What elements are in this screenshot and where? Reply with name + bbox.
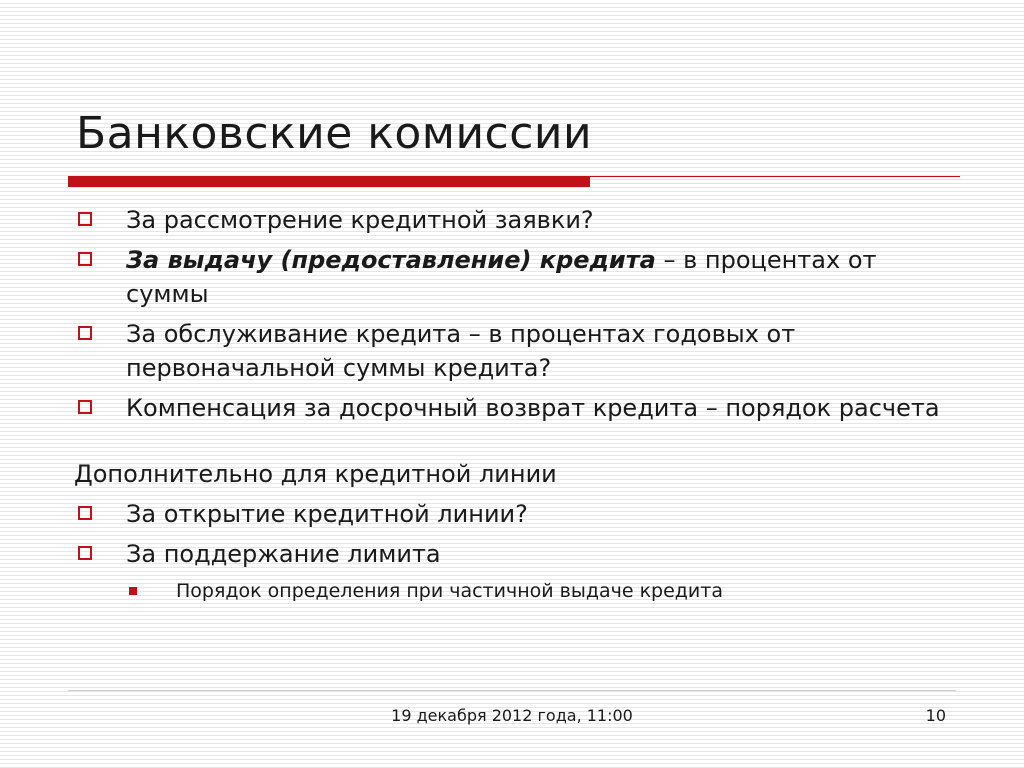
bullet-item	[74, 497, 964, 531]
bullet-text: За открытие кредитной линии?	[126, 500, 528, 528]
bullet-emphasis-text: За выдачу (предоставление) кредита	[126, 246, 656, 274]
section-heading: Дополнительно для кредитной линии	[74, 460, 557, 488]
slide-content	[74, 203, 964, 605]
bullet-item	[74, 243, 964, 311]
footer-date: 19 декабря 2012 года, 11:00	[391, 706, 633, 725]
bullet-item	[74, 537, 964, 571]
footer-divider	[68, 690, 956, 691]
hollow-square-icon	[78, 252, 92, 266]
bullet-item	[74, 203, 964, 237]
bullet-text: За обслуживание кредита – в процентах годовых от первоначальной суммы кредита?	[126, 320, 796, 382]
bullet-item	[74, 317, 964, 385]
title-underline-thin	[590, 176, 960, 177]
filled-square-icon	[129, 587, 137, 595]
hollow-square-icon	[78, 212, 92, 226]
bullet-text: За рассмотрение кредитной заявки?	[126, 206, 594, 234]
sub-bullet-item	[74, 577, 964, 605]
sub-bullet-text: Порядок определения при частичной выдаче кредита	[176, 580, 723, 602]
hollow-square-icon	[78, 546, 92, 560]
slide-title: Банковские комиссии	[76, 108, 593, 159]
hollow-square-icon	[78, 506, 92, 520]
title-underline-thick	[68, 176, 590, 187]
bullet-text: – в процентах от суммы	[126, 246, 877, 308]
hollow-square-icon	[78, 326, 92, 340]
bullet-text: Компенсация за досрочный возврат кредита – порядок расчета	[126, 394, 940, 422]
bullet-text: За поддержание лимита	[126, 540, 441, 568]
page-number: 10	[925, 706, 946, 725]
bullet-item	[74, 391, 964, 425]
hollow-square-icon	[78, 400, 92, 414]
